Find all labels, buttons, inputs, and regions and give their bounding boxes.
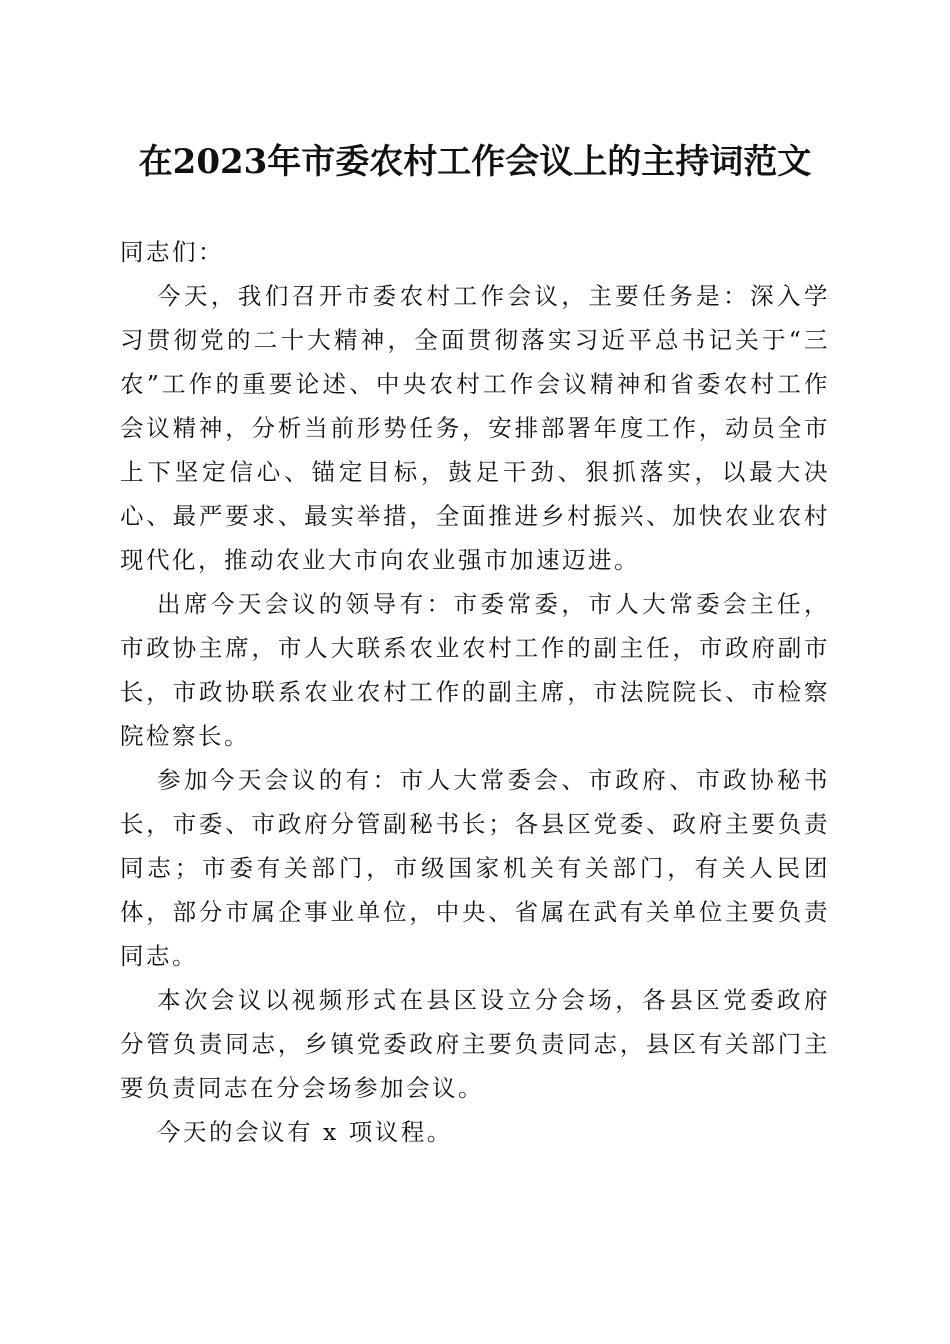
document-title: 在2023年市委农村工作会议上的主持词范文 [138,142,812,182]
salutation: 同志们： [120,238,224,266]
paragraph-attending-leaders: 出席今天会议的领导有：市委常委，市人大常委会主任，市政协主席，市人大联系农业农村工作的副主任，市政府副市长，市政协联系农业农村工作的副主席，市法院院长、市检察院检察长。 [120,590,830,750]
document-body [120,230,830,1154]
paragraph-branch-venues: 本次会议以视频形式在县区设立分会场，各县区党委政府分管负责同志，乡镇党委政府主要负责同志，县区有关部门主要负责同志在分会场参加会议。 [120,986,830,1102]
paragraph-participants: 参加今天会议的有：市人大常委会、市政府、市政协秘书长，市委、市政府分管副秘书长；各县区党委、政府主要负责同志；市委有关部门，市级国家机关有关部门，有关人民团体，部分市属企事业单位，中央、省属在武有关单位主要负责同志。 [120,766,830,970]
paragraph-opening: 今天，我们召开市委农村工作会议，主要任务是：深入学习贯彻党的二十大精神，全面贯彻落实习近平总书记关于“三农”工作的重要论述、中央农村工作会议精神和省委农村工作会议精神，分析当前形势任务，安排部署年度工作，动员全市上下坚定信心、锚定目标，鼓足干劲、狠抓落实，以最大决心、最严要求、最实举措，全面推进乡村振兴、加快农业农村现代化，推动农业大市向农业强市加速迈进。 [120,282,830,574]
paragraph-agenda: 今天的会议有 x 项议程。 [157,1118,453,1146]
